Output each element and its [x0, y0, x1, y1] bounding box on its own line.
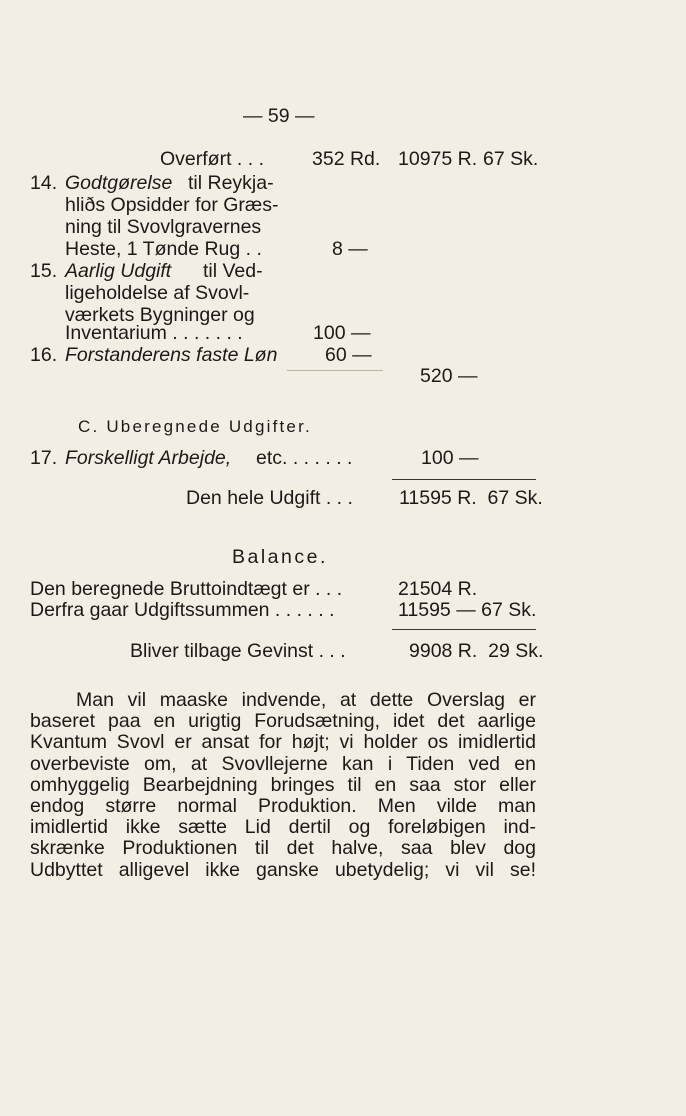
entry-15-number: 15.: [30, 260, 58, 282]
carried-over-label: Overført . . .: [160, 148, 265, 170]
entry-15-line3: værkets Bygninger og: [65, 304, 255, 326]
total-rule: [392, 479, 536, 480]
balance-rule: [392, 629, 536, 630]
entry-14-title: Godtgørelse: [65, 172, 173, 194]
entry-14-number: 14.: [30, 172, 58, 194]
paragraph-line: imidlertid ikke sætte Lid dertil og foreløbigen ind-: [30, 816, 536, 839]
entry-16-number: 16.: [30, 344, 58, 366]
subtotal-value: 520 —: [420, 365, 478, 387]
entry-15-line2: ligeholdelse af Svovl-: [65, 282, 250, 304]
entry-16-title: Forstanderens faste Løn: [65, 344, 278, 366]
paragraph-line: baseret paa en urigtig Forudsætning, idet det aarlige: [30, 710, 536, 733]
entry-14-amount: 8 —: [332, 238, 368, 260]
carried-over-total-r: 10975 R.: [398, 148, 478, 170]
page-number: — 59 —: [243, 105, 315, 127]
body-paragraph: [30, 690, 536, 881]
balance-line1-label: Den beregnede Bruttoindtægt er . . .: [30, 578, 343, 600]
entry-17-amount: 100 —: [421, 447, 479, 469]
entry-16-amount: 60 —: [325, 344, 372, 366]
paragraph-line: Kvantum Svovl er ansat for højt; vi holder os imidlertid: [30, 731, 536, 754]
carried-over-rd: 352 Rd.: [312, 148, 381, 170]
entry-14-line1-rest: til Reykja-: [188, 172, 274, 194]
total-expense-label: Den hele Udgift . . .: [186, 487, 353, 509]
entry-14-line4: Heste, 1 Tønde Rug . .: [65, 238, 262, 260]
entry-15-title: Aarlig Udgift: [65, 260, 172, 282]
balance-line2-value: 11595 — 67 Sk.: [398, 599, 537, 621]
gain-label: Bliver tilbage Gevinst . . .: [130, 640, 346, 662]
entry-14-line3: ning til Svovlgravernes: [65, 216, 262, 238]
entry-17-title: Forskelligt Arbejde,: [65, 447, 232, 469]
entry-15-line1-rest: til Ved-: [203, 260, 263, 282]
section-c-heading: C. Uberegnede Udgifter.: [78, 417, 312, 436]
balance-line1-value: 21504 R.: [398, 578, 478, 600]
subtotal-rule: [287, 370, 383, 371]
paragraph-line: endog større normal Produktion. Men vilde man: [30, 794, 536, 817]
balance-line2-label: Derfra gaar Udgiftssummen . . . . . .: [30, 599, 335, 621]
carried-over-total-sk: 67 Sk.: [483, 148, 539, 170]
entry-17-rest: etc. . . . . . .: [256, 447, 353, 469]
paragraph-line: Udbyttet alligevel ikke ganske ubetydelig; vi vil se!: [30, 858, 536, 881]
balance-heading: Balance.: [232, 546, 328, 568]
paragraph-line: overbeviste om, at Svovllejerne kan i Tiden ved en: [30, 752, 536, 775]
paragraph-line: omhyggelig Bearbejdning bringes til en saa stor eller: [30, 773, 536, 796]
entry-15-line4: Inventarium . . . . . . .: [65, 322, 243, 344]
entry-17-number: 17.: [30, 447, 58, 469]
entry-15-amount: 100 —: [313, 322, 371, 344]
paragraph-line: Man vil maaske indvende, at dette Overslag er: [76, 689, 536, 711]
entry-14-line2: hliðs Opsidder for Græs-: [65, 194, 279, 216]
total-expense-value: 11595 R. 67 Sk.: [399, 487, 543, 509]
gain-value: 9908 R. 29 Sk.: [409, 640, 544, 662]
paragraph-line: skrænke Produktionen til det halve, saa blev dog: [30, 837, 536, 860]
